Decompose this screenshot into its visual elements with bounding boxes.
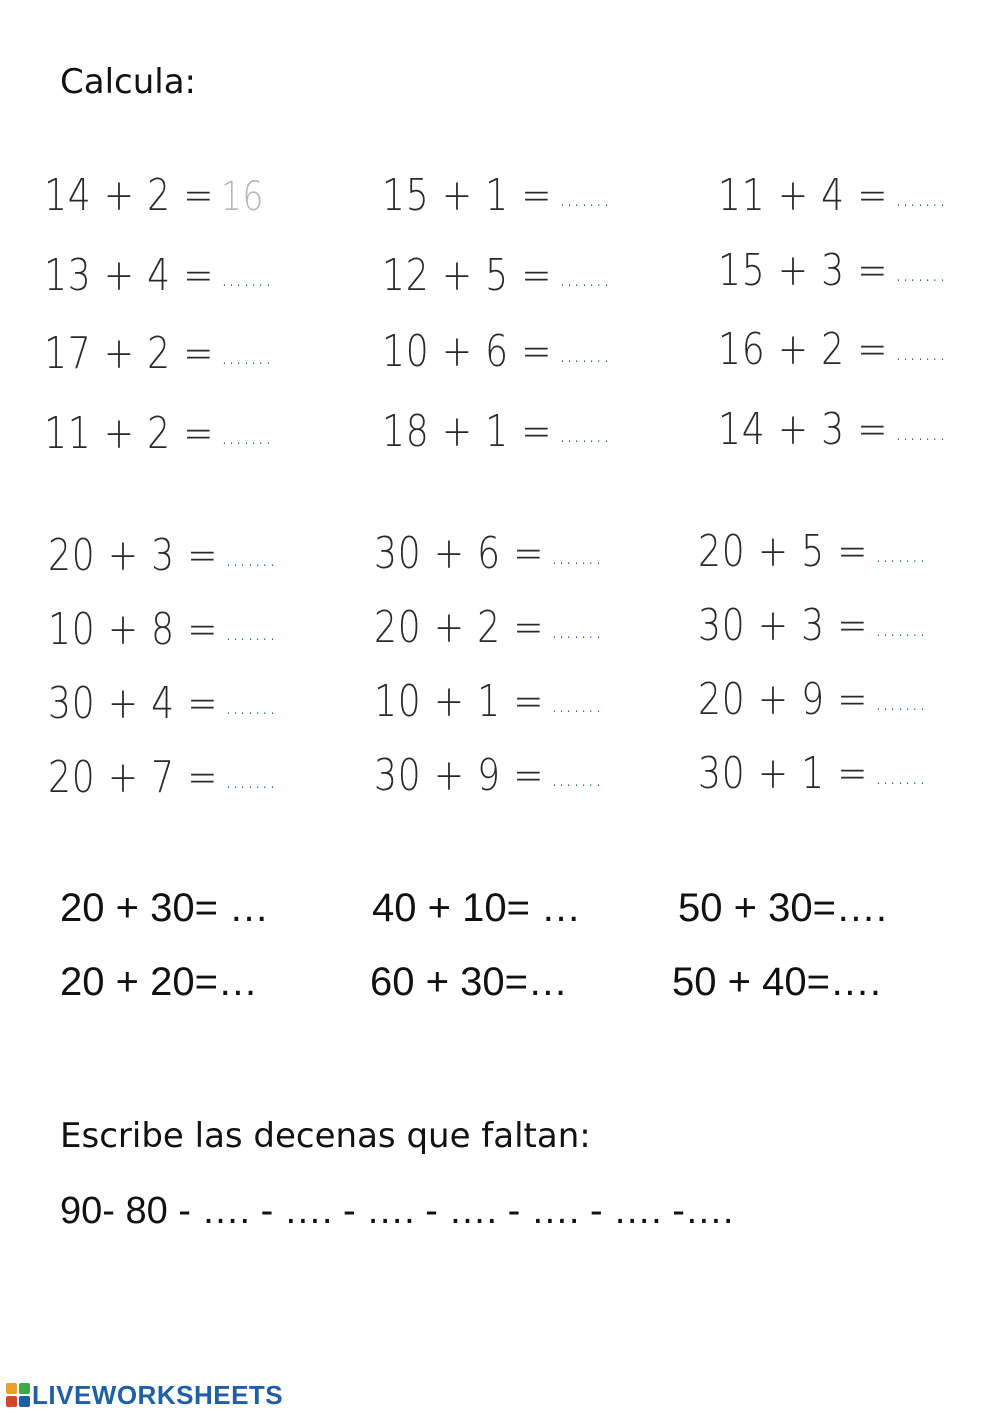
equation-expression: 20 + 2 = [374,602,545,653]
page-title: Calcula: [60,62,196,102]
equation-expression: 20 + 7 = [48,752,219,803]
equation [48,678,277,729]
equation-typed: 60 + 30=… [370,960,568,1004]
answer-blank[interactable]: ……. [558,263,611,293]
equation-typed: 50 + 30=…. [678,886,888,930]
equation-typed: 20 + 30= … [60,886,270,930]
equation [44,408,273,459]
equation [698,526,927,577]
equation-expression: 15 + 1 = [382,170,553,221]
equation [44,170,264,221]
equation [718,324,947,375]
equation-expression: 18 + 1 = [382,406,553,457]
answer-blank[interactable]: ……. [894,183,947,213]
equation-expression: 20 + 3 = [48,530,219,581]
equation-expression: 10 + 6 = [382,326,553,377]
equation-expression: 30 + 4 = [48,678,219,729]
answer-blank[interactable]: ……. [224,617,277,647]
equation-expression: 11 + 4 = [718,170,889,221]
equation [48,604,277,655]
answer-blank[interactable]: ……. [894,258,947,288]
answer-blank[interactable]: ……. [558,419,611,449]
equation-expression: 30 + 1 = [698,748,869,799]
answer-blank[interactable]: ……. [220,341,273,371]
equation [382,406,611,457]
answer-blank[interactable]: ……. [874,761,927,791]
equation [718,170,947,221]
answer-blank[interactable]: ……. [874,613,927,643]
equation-expression: 14 + 3 = [718,404,889,455]
equation-typed: 50 + 40=…. [672,960,882,1004]
equation-expression: 11 + 2 = [44,408,215,459]
equation-expression: 13 + 4 = [44,250,215,301]
equation-typed: 40 + 10= … [372,886,582,930]
equation-expression: 15 + 3 = [718,245,889,296]
equation-expression: 16 + 2 = [718,324,889,375]
equation-expression: 10 + 8 = [48,604,219,655]
equation [718,404,947,455]
equation-expression: 30 + 6 = [374,528,545,579]
answer-blank[interactable]: ……. [550,541,603,571]
answer-blank[interactable]: ……. [558,339,611,369]
answer-blank[interactable]: ……. [550,689,603,719]
tens-sequence: 90- 80 - …. - …. - …. - …. - …. - …. -…. [60,1190,734,1232]
equation [382,250,611,301]
logo-text: LIVEWORKSHEETS [32,1379,284,1410]
answer-blank[interactable]: ……. [224,765,277,795]
equation-expression: 30 + 3 = [698,600,869,651]
equation [374,528,603,579]
equation [44,328,273,379]
equation-expression: 10 + 1 = [374,676,545,727]
equation [374,750,603,801]
equation [718,245,947,296]
equation [44,250,273,301]
answer-blank[interactable]: ……. [220,421,273,451]
equation-expression: 17 + 2 = [44,328,215,379]
equation [698,748,927,799]
equation-expression: 12 + 5 = [382,250,553,301]
answer-blank[interactable]: ……. [550,615,603,645]
equation-expression: 20 + 9 = [698,674,869,725]
equation-expression: 30 + 9 = [374,750,545,801]
liveworksheets-logo [6,1379,284,1410]
equation-expression: 20 + 5 = [698,526,869,577]
liveworksheets-logo-icon [6,1383,30,1407]
equation [374,602,603,653]
answer-blank[interactable]: ……. [894,337,947,367]
equation-answer: 16 [220,174,265,220]
equation [698,674,927,725]
answer-blank[interactable]: ……. [550,763,603,793]
equation-expression: 14 + 2 = [44,170,215,221]
equation [698,600,927,651]
instruction-text: Escribe las decenas que faltan: [60,1116,591,1156]
answer-blank[interactable]: ……. [558,183,611,213]
answer-blank[interactable]: ……. [224,691,277,721]
answer-blank[interactable]: ……. [220,263,273,293]
answer-blank[interactable]: ……. [894,417,947,447]
equation [48,752,277,803]
equation [48,530,277,581]
answer-blank[interactable]: ……. [224,543,277,573]
equation [382,170,611,221]
equation [374,676,603,727]
answer-blank[interactable]: ……. [874,687,927,717]
equation-typed: 20 + 20=… [60,960,258,1004]
equation [382,326,611,377]
answer-blank[interactable]: ……. [874,539,927,569]
